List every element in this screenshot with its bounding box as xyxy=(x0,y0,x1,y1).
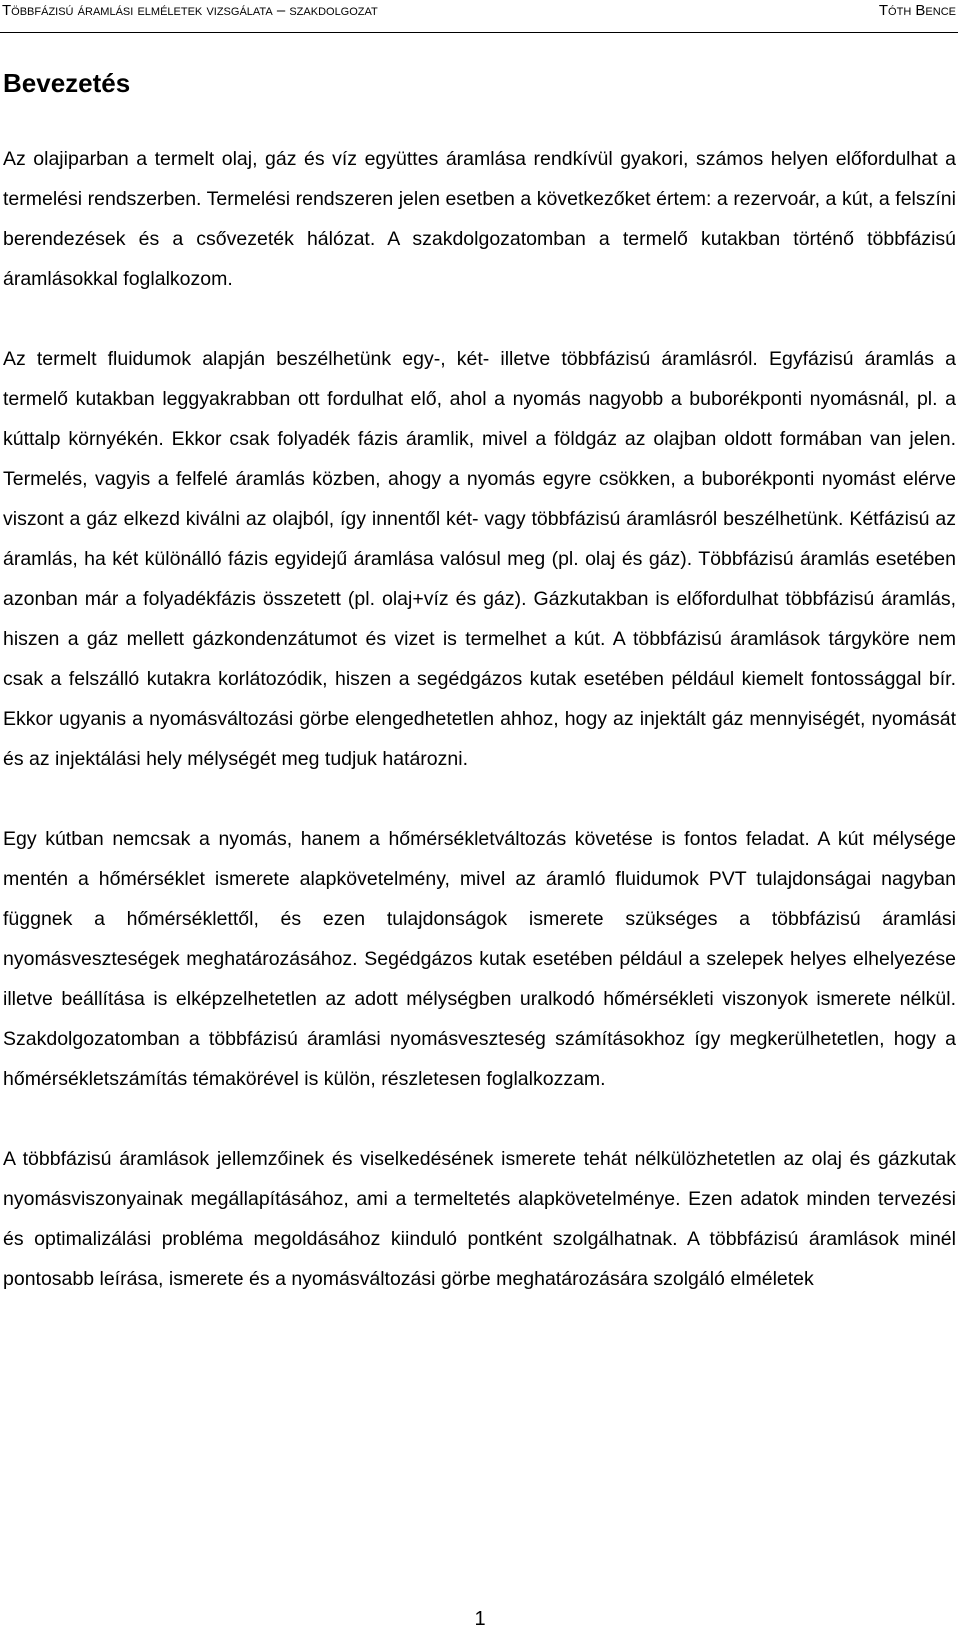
section-title: Bevezetés xyxy=(3,68,131,98)
body-text xyxy=(3,139,956,1339)
running-header xyxy=(0,0,958,33)
paragraph-4: A többfázisú áramlások jellemzőinek és viselkedésének ismerete tehát nélkülözhetetlen az olaj és gázkutak nyomásviszonyainak megállapításához, ami a termeltetés alapkövetelménye. Ezen adatok minden tervezési és optimalizálási probléma megoldásához kiinduló pontként szolgálhatnak. A többfázisú áramlások minél pontosabb leírása, ismerete és a nyomásváltozási görbe meghatározására szolgáló elméletek xyxy=(3,1148,956,1290)
paragraph-3: Egy kútban nemcsak a nyomás, hanem a hőmérsékletváltozás követése is fontos feladat. A kút mélysége mentén a hőmérséklet ismerete alapkövetelmény, mivel az áramló fluidumok PVT tulajdonságai nagyban függnek a hőmérséklettől, és ezen tulajdonságok ismerete szükséges a többfázisú áramlási nyomásveszteségek meghatározásához. Segédgázos kutak esetében például a szelepek helyes elhelyezése illetve beállítása is elképzelhetetlen az adott mélységben uralkodó hőmérsékleti viszonyok ismerete nélkül. Szakdolgozatomban a többfázisú áramlási nyomásveszteség számításokhoz így megkerülhetetlen, hogy a hőmérsékletszámítás témakörével is külön, részletesen foglalkozzam. xyxy=(3,828,956,1090)
header-document-title: Többfázisú áramlási elméletek vizsgálata – szakdolgozat xyxy=(2,2,378,19)
header-author: Tóth Bence xyxy=(878,2,956,19)
paragraph-1: Az olajiparban a termelt olaj, gáz és víz együttes áramlása rendkívül gyakori, számos helyen előfordulhat a termelési rendszerben. Termelési rendszeren jelen esetben a következőket értem: a rezervoár, a kút, a felszíni berendezések és a csővezeték hálózat. A szakdolgozatomban a termelő kutakban történő többfázisú áramlásokkal foglalkozom. xyxy=(3,148,956,290)
paragraph-2: Az termelt fluidumok alapján beszélhetünk egy-, két- illetve többfázisú áramlásról. Egyfázisú áramlás a termelő kutakban leggyakrabban ott fordulhat elő, ahol a nyomás nagyobb a buborékponti nyomásnál, pl. a kúttalp környékén. Ekkor csak folyadék fázis áramlik, mivel a földgáz az olajban oldott formában van jelen. Termelés, vagyis a felfelé áramlás közben, ahogy a nyomás egyre csökken, a buborékponti nyomást elérve viszont a gáz elkezd kiválni az olajból, így innentől két- vagy többfázisú áramlásról beszélhetünk. Kétfázisú az áramlás, ha két különálló fázis egyidejű áramlása valósul meg (pl. olaj és gáz). Többfázisú áramlás esetében azonban már a folyadékfázis összetett (pl. olaj+víz és gáz). Gázkutakban is előfordulhat többfázisú áramlás, hiszen a gáz mellett gázkondenzátumot és vizet is termelhet a kút. A többfázisú áramlások tárgyköre nem csak a felszálló kutakra korlátozódik, hiszen a segédgázos kutak esetében például kiemelt fontossággal bír. Ekkor ugyanis a nyomásváltozási görbe elengedhetetlen ahhoz, hogy az injektált gáz mennyiségét, nyomását és az injektálási hely mélységét meg tudjuk határozni. xyxy=(3,348,956,770)
page-number: 1 xyxy=(474,1608,486,1630)
